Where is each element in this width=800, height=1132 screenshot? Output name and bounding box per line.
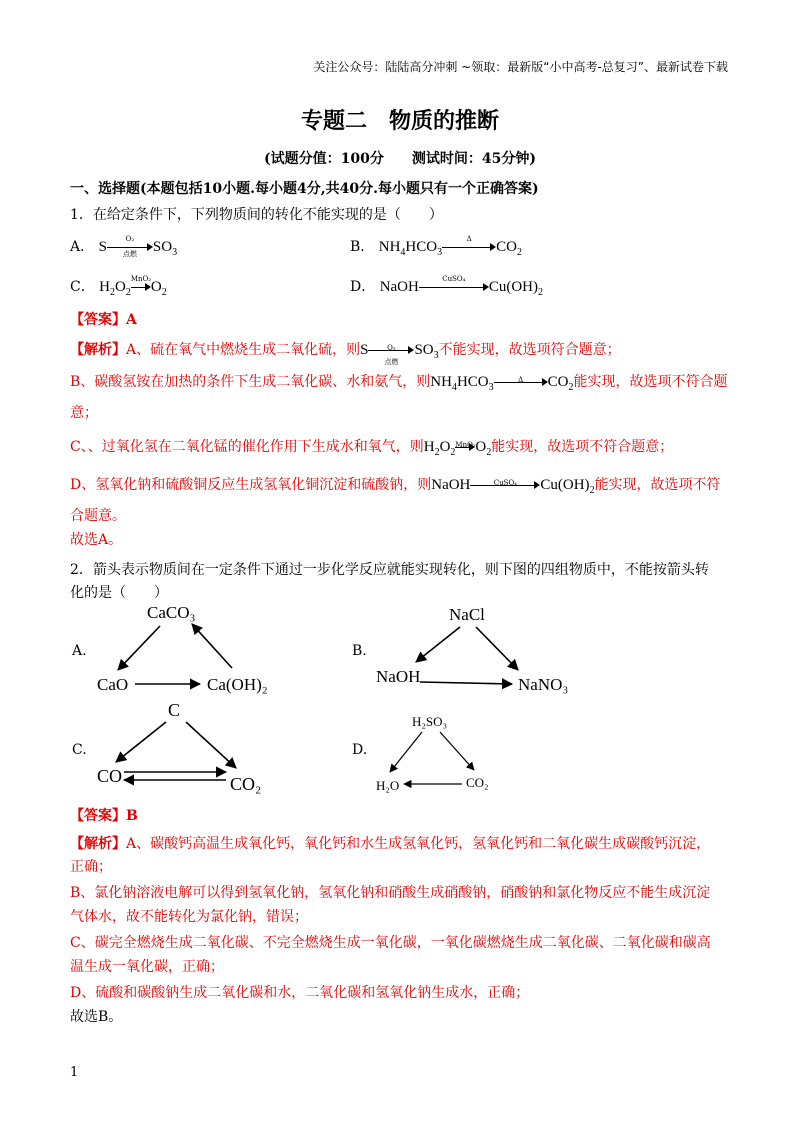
diagram-c-right: CO₂ — [230, 774, 262, 794]
q1-exp-a: 【解析】A、硫在氧气中燃烧生成二氧化硫，则S O₂ 点燃 $SO_3$不能实现，故选项符合题意； — [70, 342, 621, 366]
option-label: B． — [350, 239, 375, 255]
q1-option-b[interactable]: B． $NH_4HCO_3$ Δ $CO_2$ — [350, 235, 522, 258]
diagram-d — [376, 714, 489, 793]
diagram-c — [97, 700, 261, 794]
diagram-b-left: NaOH — [376, 667, 421, 686]
q2-option-a-label[interactable]: A. — [72, 643, 87, 659]
q1-exp-d: D、氢氧化钠和硫酸铜反应生成氢氧化铜沉淀和硫酸钠，则NaOH CuSO₄ $Cu(OH)_2$能实现，故选项不符 — [70, 477, 721, 496]
header-note: 关注公众号：陆陆高分冲刺 ~领取：最新版“小中高考-总复习”、最新试卷下载 — [313, 60, 728, 74]
q1-option-c[interactable]: C． $H_2O_2$ MnO₂ $O_2$ — [70, 275, 167, 298]
q2-stem-cont: 化的是（ ） — [70, 585, 168, 601]
diagram-d-right: CO₂ — [466, 775, 489, 790]
q2-exp-a-cont: 正确； — [70, 859, 112, 875]
q2-stem: 2．箭头表示物质间在一定条件下通过一步化学反应就能实现转化，则下图的四组物质中，不能按箭头转 — [70, 562, 709, 578]
q1-exp-b: B、碳酸氢铵在加热的条件下生成二氧化碳、水和氨气，则$NH_4HCO_3$ Δ $CO_2$能实现，故选项不符合题 — [70, 374, 728, 393]
q2-exp-a: 【解析】A、碳酸钙高温生成氧化钙，氧化钙和水生成氢氧化钙，氢氧化钙和二氧化碳生成碳酸钙沉淀， — [70, 836, 711, 852]
q1-answer: 【答案】A — [70, 312, 137, 328]
q2-option-c-label[interactable]: C. — [72, 742, 87, 758]
q2-option-b-label[interactable]: B. — [352, 643, 367, 659]
diagram-b — [376, 605, 568, 694]
q2-answer: 【答案】B — [70, 808, 138, 824]
diagram-b-top: NaCl — [449, 605, 485, 624]
page-title: 专题二 物质的推断 — [300, 109, 499, 134]
diagram-c-top: C — [168, 700, 181, 720]
q2-exp-c-cont: 温生成一氧化碳，正确； — [70, 959, 224, 975]
option-label: A． — [70, 239, 95, 255]
q2-option-d-label[interactable]: D. — [352, 742, 368, 758]
section-heading: 一、选择题(本题包括10小题.每小题4分,共40分.每小题只有一个正确答案) — [70, 181, 539, 197]
diagram-a-top: CaCO₃ — [147, 603, 196, 622]
q1-exp-b-cont: 意； — [70, 405, 98, 421]
q1-option-d[interactable]: D． NaOH CuSO₄ $Cu(OH)_2$ — [350, 275, 544, 298]
page-subtitle: (试题分值：100分 测试时间：45分钟) — [264, 151, 536, 167]
q2-exp-b: B、氯化钠溶液电解可以得到氢氧化钠，氢氧化钠和硝酸生成硝酸钠，硝酸钠和氯化物反应不能生成沉淀 — [70, 885, 711, 901]
option-label: D． — [350, 279, 376, 295]
diagram-a-left: CaO — [97, 675, 129, 694]
q2-exp-d: D、硫酸和碳酸钠生成二氧化碳和水，二氧化碳和氢氧化钠生成水，正确； — [70, 985, 530, 1001]
q1-option-a[interactable]: A． S O₂ 点燃 $SO_3$ — [70, 235, 178, 258]
q1-exp-c: C、、过氧化氢在二氧化锰的催化作用下生成水和氧气，则$H_2O_2$ MnO₂ $O_2$能实现，故选项不符合题意； — [70, 439, 674, 458]
q2-exp-b-cont: 气体水，故不能转化为氯化钠，错误； — [70, 909, 308, 925]
page-number: 1 — [70, 1065, 79, 1080]
diagram-a — [97, 603, 268, 694]
q1-exp-d-cont: 合题意。 — [70, 508, 126, 524]
diagram-d-left: H₂O — [376, 778, 400, 793]
diagram-a-right: Ca(OH)₂ — [207, 675, 268, 694]
q1-stem: 1．在给定条件下，下列物质间的转化不能实现的是（ ） — [70, 207, 443, 223]
q2-conclusion: 故选B。 — [70, 1009, 123, 1025]
diagram-d-top: H₂SO₃ — [412, 714, 448, 729]
diagram-c-left: CO — [97, 766, 123, 786]
q2-exp-c: C、碳完全燃烧生成二氧化碳、不完全燃烧生成一氧化碳，一氧化碳燃烧生成二氧化碳、二氧化碳和碳高 — [70, 935, 711, 951]
q1-conclusion: 故选A。 — [70, 532, 123, 548]
option-label: C． — [70, 279, 95, 295]
diagram-b-right: NaNO₃ — [518, 675, 569, 694]
